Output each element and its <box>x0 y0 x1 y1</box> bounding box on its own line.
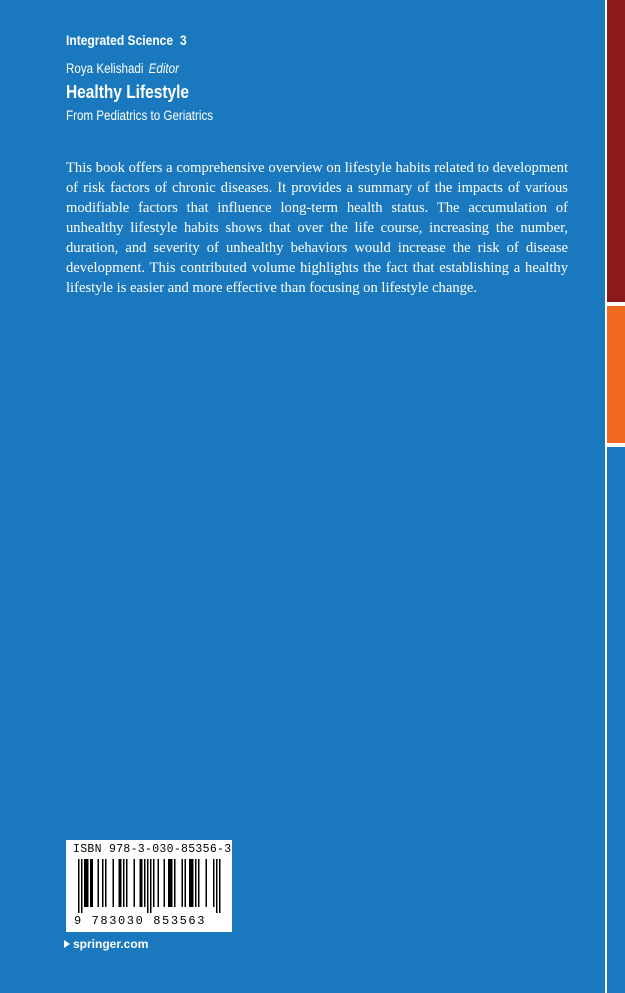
barcode-bar <box>164 859 166 907</box>
barcode-bar <box>192 859 194 907</box>
barcode-bar <box>84 859 86 907</box>
editor-line <box>66 61 179 76</box>
barcode-bar <box>87 859 89 907</box>
barcode-bar <box>98 859 100 907</box>
barcode-bar <box>219 859 221 913</box>
barcode-bar <box>174 859 176 907</box>
barcode-bar <box>216 859 218 913</box>
publisher-link[interactable] <box>64 937 148 951</box>
barcode-bar <box>170 859 172 907</box>
barcode-digits: 9 783030 853563 <box>74 914 207 928</box>
barcode-bar <box>144 859 146 907</box>
barcode-bar <box>123 859 125 907</box>
barcode-bar <box>105 859 107 907</box>
barcode-bar <box>189 859 191 907</box>
barcode-bar <box>206 859 208 907</box>
barcode-bar <box>150 859 152 913</box>
barcode-bar <box>168 859 170 907</box>
barcode-bar <box>86 859 88 907</box>
series-line <box>66 32 187 48</box>
barcode-bar <box>141 859 143 907</box>
editor-role: Editor <box>148 61 179 76</box>
barcode-bar <box>90 859 92 907</box>
barcode-bar <box>92 859 94 907</box>
barcode-bar <box>153 859 155 907</box>
barcode-bar <box>113 859 115 907</box>
barcode-bar <box>78 859 80 913</box>
barcode-bar <box>120 859 122 907</box>
book-description: This book offers a comprehensive overview on lifestyle habits related to development of risk factors of chronic diseases. It provides a summary of the impacts of various modifiable factors that influence long-term health status. The accumulation of unhealthy lifestyle habits shows that over the life course, increasing the number, duration, and severity of unhealthy behaviors would increase the risk of disease development. This contributed volume highlights the fact that establishing a healthy lifestyle is easier and more effective than focusing on lifestyle change. <box>66 160 568 296</box>
barcode-bar <box>198 859 200 907</box>
barcode-bar <box>158 859 160 907</box>
spine-band-red <box>607 0 625 302</box>
barcode-bar <box>119 859 121 907</box>
barcode-bar <box>140 859 142 907</box>
barcode-bar <box>126 859 128 907</box>
barcode-bar <box>147 859 149 913</box>
editor-name: Roya Kelishadi <box>66 61 144 76</box>
book-title: Healthy Lifestyle <box>66 82 190 102</box>
series-name: Integrated Science <box>66 32 174 48</box>
arrow-right-icon <box>64 940 70 948</box>
barcode-bar <box>191 859 193 907</box>
barcode-bar <box>171 859 173 907</box>
publisher-url: springer.com <box>73 937 149 951</box>
barcode-bar <box>213 859 215 907</box>
barcode-bar <box>81 859 83 913</box>
barcode-bar <box>195 859 197 907</box>
barcode-bars <box>72 859 226 913</box>
series-number: 3 <box>179 32 187 48</box>
barcode-bar <box>185 859 187 907</box>
spine-band-orange <box>607 306 625 443</box>
barcode-bar <box>102 859 104 907</box>
barcode-bar <box>134 859 136 907</box>
book-subtitle: From Pediatrics to Geriatrics <box>66 108 214 123</box>
isbn-label: ISBN 978-3-030-85356-3 <box>73 843 232 856</box>
barcode-bar <box>182 859 184 907</box>
spine-band-blue <box>607 447 625 993</box>
isbn-barcode <box>66 840 232 932</box>
